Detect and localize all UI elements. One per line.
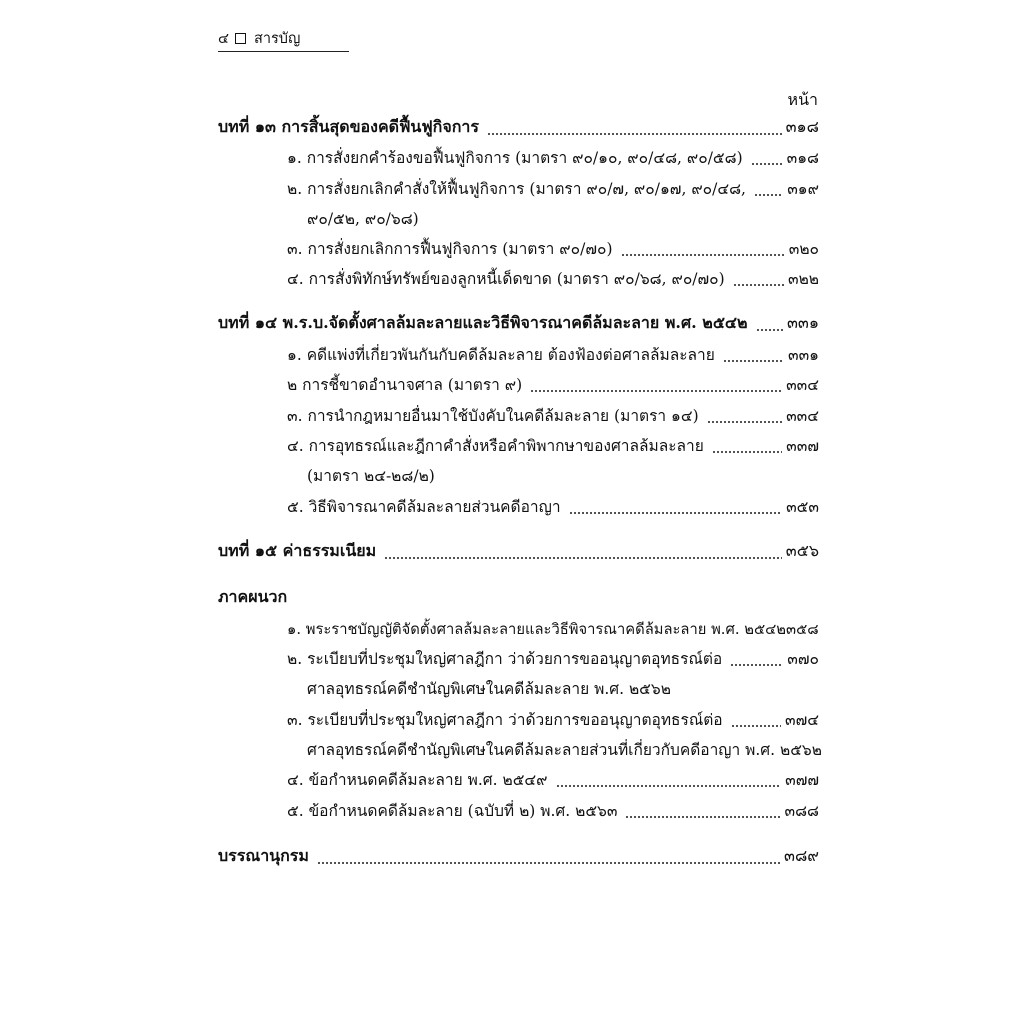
entry-label: ๒. ระเบียบที่ประชุมใหญ่ศาลฎีกา ว่าด้วยการขออนุญาตอุทธรณ์ต่อ (287, 650, 723, 668)
dot-leader (317, 862, 780, 864)
toc-entry[interactable] (287, 267, 819, 291)
entry-page: ๓๗๗ (785, 771, 819, 789)
appendix-heading: ภาคผนวก (218, 587, 288, 606)
entry-page: ๓๓๑ (787, 346, 819, 364)
dot-leader (625, 816, 780, 818)
entry-label: ๑. การสั่งยกคำร้องขอฟื้นฟูกิจการ (มาตรา ๙๐/๑๐, ๙๐/๔๘, ๙๐/๕๘) (287, 149, 743, 167)
chapter-title: บทที่ ๑๓ การสิ้นสุดของคดีฟื้นฟูกิจการ (218, 117, 479, 136)
toc-entry[interactable] (287, 343, 819, 367)
dot-leader (756, 329, 783, 331)
entry-label: ๕. ข้อกำหนดคดีล้มละลาย (ฉบับที่ ๒) พ.ศ. ๒๕๖๓ (287, 802, 618, 820)
entry-label: ๒ การชี้ขาดอำนาจศาล (มาตรา ๙) (287, 376, 523, 394)
entry-continuation: ศาลอุทธรณ์คดีชำนัญพิเศษในคดีล้มละลาย พ.ศ. ๒๕๖๒ (307, 680, 671, 698)
toc-entry[interactable] (287, 146, 819, 170)
index-title: บรรณานุกรม (218, 846, 309, 865)
entry-page: ๓๕๘ (786, 621, 819, 638)
chapter-title: บทที่ ๑๔ พ.ร.บ.จัดตั้งศาลล้มละลายและวิธีพิจารณาคดีล้มละลาย พ.ศ. ๒๕๔๒ (218, 313, 748, 332)
entry-label: ๕. วิธีพิจารณาคดีล้มละลายส่วนคดีอาญา (287, 498, 561, 516)
entry-label: ๓. การนำกฎหมายอื่นมาใช้บังคับในคดีล้มละลาย (มาตรา ๑๔) (287, 407, 699, 425)
entry-page: ๓๕๓ (786, 498, 819, 516)
page-column-label: หน้า (787, 90, 818, 109)
chapter-row[interactable] (218, 116, 819, 140)
entry-page: ๓๓๗ (786, 437, 819, 455)
chapter-row[interactable] (218, 540, 819, 564)
entry-continuation: ๙๐/๕๒, ๙๐/๖๘) (307, 210, 419, 228)
chapter-row[interactable] (218, 845, 819, 869)
entry-label: ๒. การสั่งยกเลิกคำสั่งให้ฟื้นฟูกิจการ (มาตรา ๙๐/๗, ๙๐/๑๗, ๙๐/๔๘, (287, 180, 746, 198)
dot-leader (751, 163, 783, 165)
chapter-page: ๓๕๖ (785, 541, 819, 560)
entry-page: ๓๑๘ (786, 149, 819, 167)
toc-entry[interactable] (287, 647, 819, 671)
entry-page: ๓๒๐ (788, 240, 819, 258)
dot-leader (730, 664, 783, 666)
chapter-page: ๓๓๑ (786, 313, 819, 332)
entry-page: ๓๗๔ (785, 711, 819, 729)
entry-label: ๔. การสั่งพิทักษ์ทรัพย์ของลูกหนี้เด็ดขาด (มาตรา ๙๐/๖๘, ๙๐/๗๐) (287, 270, 725, 288)
dot-leader (569, 512, 783, 514)
entry-continuation: (มาตรา ๒๔-๒๘/๒) (307, 467, 435, 485)
toc-entry[interactable] (287, 799, 819, 823)
entry-page: ๓๘๘ (784, 802, 819, 820)
dot-leader (733, 284, 784, 286)
toc-entry[interactable] (287, 495, 819, 519)
toc-entry[interactable] (287, 404, 819, 428)
chapter-row[interactable] (218, 312, 819, 336)
dot-leader (556, 785, 782, 787)
entry-page: ๓๑๙ (787, 180, 819, 198)
running-header-text (218, 27, 300, 50)
dot-leader (731, 725, 781, 727)
dot-leader (384, 557, 782, 559)
toc-entry[interactable] (287, 708, 819, 732)
entry-page: ๓๓๔ (786, 407, 819, 425)
dot-leader (530, 390, 782, 392)
toc-entry[interactable] (287, 177, 819, 201)
dot-leader (707, 421, 782, 423)
dot-leader (754, 194, 783, 196)
dot-leader (621, 254, 785, 256)
entry-page: ๓๗๐ (787, 650, 819, 668)
entry-continuation: ศาลอุทธรณ์คดีชำนัญพิเศษในคดีล้มละลายส่วนที่เกี่ยวกับคดีอาญา พ.ศ. ๒๕๖๒ (307, 741, 822, 759)
index-page: ๓๘๙ (784, 846, 819, 865)
entry-label: ๓. การสั่งยกเลิกการฟื้นฟูกิจการ (มาตรา ๙๐/๗๐) (287, 240, 613, 258)
entry-label: ๑. พระราชบัญญัติจัดตั้งศาลล้มละลายและวิธีพิจารณาคดีล้มละลาย พ.ศ. ๒๕๔๒ (287, 621, 787, 638)
square-bullet-icon (235, 33, 246, 44)
entry-page: ๓๓๔ (786, 376, 819, 394)
entry-page: ๓๒๒ (787, 270, 819, 288)
dot-leader (723, 360, 784, 362)
chapter-page: ๓๑๘ (785, 117, 819, 136)
dot-leader (487, 133, 782, 135)
entry-label: ๓. ระเบียบที่ประชุมใหญ่ศาลฎีกา ว่าด้วยการขออนุญาตอุทธรณ์ต่อ (287, 711, 723, 729)
dot-leader (712, 451, 782, 453)
toc-entry[interactable] (287, 237, 819, 261)
header-title: สารบัญ (253, 31, 301, 47)
running-header (218, 24, 349, 52)
header-page-number: ๔ (218, 31, 229, 47)
toc-entry[interactable] (287, 617, 823, 641)
entry-label: ๔. การอุทธรณ์และฎีกาคำสั่งหรือคำพิพากษาของศาลล้มละลาย (287, 437, 704, 455)
toc-entry[interactable] (287, 434, 819, 458)
toc-entry[interactable] (287, 768, 819, 792)
chapter-title: บทที่ ๑๕ ค่าธรรมเนียม (218, 541, 377, 560)
entry-label: ๑. คดีแพ่งที่เกี่ยวพันกันกับคดีล้มละลาย ต้องฟ้องต่อศาลล้มละลาย (287, 346, 715, 364)
toc-entry[interactable] (287, 373, 819, 397)
entry-label: ๔. ข้อกำหนดคดีล้มละลาย พ.ศ. ๒๕๔๙ (287, 771, 548, 789)
